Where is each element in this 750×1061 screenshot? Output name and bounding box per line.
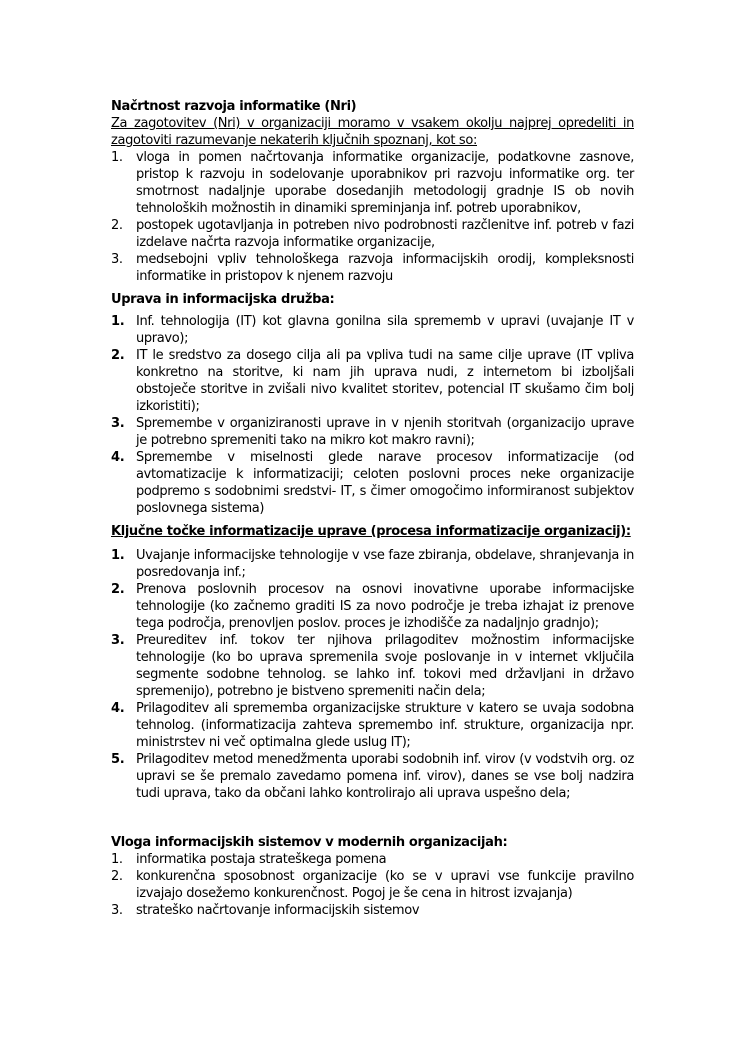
list-item: [111, 581, 634, 632]
section-heading: Vloga informacijskih sistemov v modernih organizacijah:: [111, 835, 508, 850]
numbered-list: [111, 149, 634, 285]
list-number: 1.: [111, 548, 125, 563]
list-item: [111, 149, 634, 217]
list-item: [111, 347, 634, 415]
section-vloga-is: [111, 834, 634, 919]
list-number: 1.: [111, 852, 123, 867]
list-item: [111, 700, 634, 751]
section-intro: Za zagotovitev (Nri) v organizaciji moramo v vsakem okolju najprej opredeliti in zagotoviti razumevanje nekaterih ključnih spoznanj, kot so:: [111, 116, 634, 148]
section-heading: Načrtnost razvoja informatike (Nri): [111, 99, 357, 114]
list-text: konkurenčna sposobnost organizacije (ko se v upravi vse funkcije pravilno izvajajo dosežemo konkurenčnost. Pogoj je še cena in hitrost izvajanja): [136, 869, 634, 901]
numbered-list: [111, 313, 634, 517]
list-number: 3.: [111, 252, 123, 267]
list-item: [111, 751, 634, 802]
list-item: [111, 313, 634, 347]
list-text: informatika postaja strateškega pomena: [136, 852, 387, 867]
list-number: 4.: [111, 701, 125, 716]
list-text: Preureditev inf. tokov ter njihova prilagoditev možnostim informacijske tehnologije (ko bo uprava spremenila svoje poslovanje in v internet vključila segmente sodobne tehnolog. se lahko inf. tokovi med državljani in državo spremenijo), potrebno je bistveno spremeniti način dela;: [136, 633, 634, 699]
list-text: Inf. tehnologija (IT) kot glavna gonilna sila sprememb v upravi (uvajanje IT v upravo);: [136, 314, 634, 346]
section-kljucne-tocke: [111, 523, 634, 802]
list-number: 1.: [111, 314, 125, 329]
list-text: Prilagoditev ali sprememba organizacijske strukture v katero se uvaja sodobna tehnolog. (informatizacija zahteva spremembo inf. strukture, organizacija npr. ministrstev ni več optimalna glede uslug IT);: [136, 701, 634, 750]
list-number: 2.: [111, 218, 123, 233]
section-uprava: [111, 291, 634, 517]
numbered-list: [111, 547, 634, 802]
list-text: postopek ugotavljanja in potreben nivo podrobnosti razčlenitve inf. potreb v fazi izdelave načrta razvoja informatike organizacije,: [136, 218, 634, 250]
list-text: Spremembe v organiziranosti uprave in v njenih storitvah (organizacijo uprave je potrebno spremeniti tako na mikro kot makro ravni);: [136, 416, 634, 448]
list-number: 3.: [111, 903, 123, 918]
section-heading: Uprava in informacijska družba:: [111, 292, 335, 307]
list-text: Prenova poslovnih procesov na osnovi inovativne uporabe informacijske tehnologije (ko začnemo graditi IS za novo področje je treba izhajat iz prenove tega področja, prenovljen poslov. proces je izhodišče za nadaljnjo gradnjo);: [136, 582, 634, 631]
section-heading: Ključne točke informatizacije uprave (procesa informatizacije organizacij):: [111, 524, 631, 539]
list-item: [111, 902, 634, 919]
list-number: 2.: [111, 582, 125, 597]
list-text: Prilagoditev metod menedžmenta uporabi sodobnih inf. virov (v vodstvih org. oz upravi se še premalo zavedamo pomena inf. virov), danes se vse bolj nadzira tudi uprava, tako da občani lahko kontrolirajo ali uprava uspešno dela;: [136, 752, 634, 801]
list-number: 4.: [111, 450, 125, 465]
section-nri: [111, 98, 634, 285]
list-number: 5.: [111, 752, 125, 767]
list-text: medsebojni vpliv tehnološkega razvoja informacijskih orodij, kompleksnosti informatike in pristopov k njenem razvoju: [136, 252, 634, 284]
list-text: Spremembe v miselnosti glede narave procesov informatizacije (od avtomatizacije k informatizaciji; celoten poslovni proces neke organizacije podpremo s sodobnimi sredstvi- IT, s čimer omogočimo informiranost subjektov poslovnega sistema): [136, 450, 634, 516]
list-item: [111, 217, 634, 251]
list-item: [111, 449, 634, 517]
list-item: [111, 547, 634, 581]
list-number: 1.: [111, 150, 123, 165]
list-text: IT le sredstvo za dosego cilja ali pa vpliva tudi na same cilje uprave (IT vpliva konkretno na storitve, ki nam jih uprava nudi, z internetom bi izboljšali obstoječe storitve in zvišali nivo kvalitet storitev, potencial IT skušamo čim bolj izkoristiti);: [136, 348, 634, 414]
list-number: 2.: [111, 869, 123, 884]
list-number: 3.: [111, 416, 125, 431]
list-item: [111, 851, 634, 868]
list-item: [111, 632, 634, 700]
list-item: [111, 415, 634, 449]
list-text: vloga in pomen načrtovanja informatike organizacije, podatkovne zasnove, pristop k razvoju in sodelovanje uporabnikov pri razvoju informatike org. ter smotrnost nadaljnje uporabe dosedanjih metodologij gradnje IS ob novih tehnoloških možnostih in dinamiki spreminjanja inf. potreb uporabnikov,: [136, 150, 634, 216]
list-item: [111, 868, 634, 902]
list-number: 2.: [111, 348, 125, 363]
document-page: [111, 98, 634, 919]
list-text: strateško načrtovanje informacijskih sistemov: [136, 903, 420, 918]
list-number: 3.: [111, 633, 125, 648]
numbered-list: [111, 851, 634, 919]
list-text: Uvajanje informacijske tehnologije v vse faze zbiranja, obdelave, shranjevanja in posredovanja inf.;: [136, 548, 634, 580]
list-item: [111, 251, 634, 285]
